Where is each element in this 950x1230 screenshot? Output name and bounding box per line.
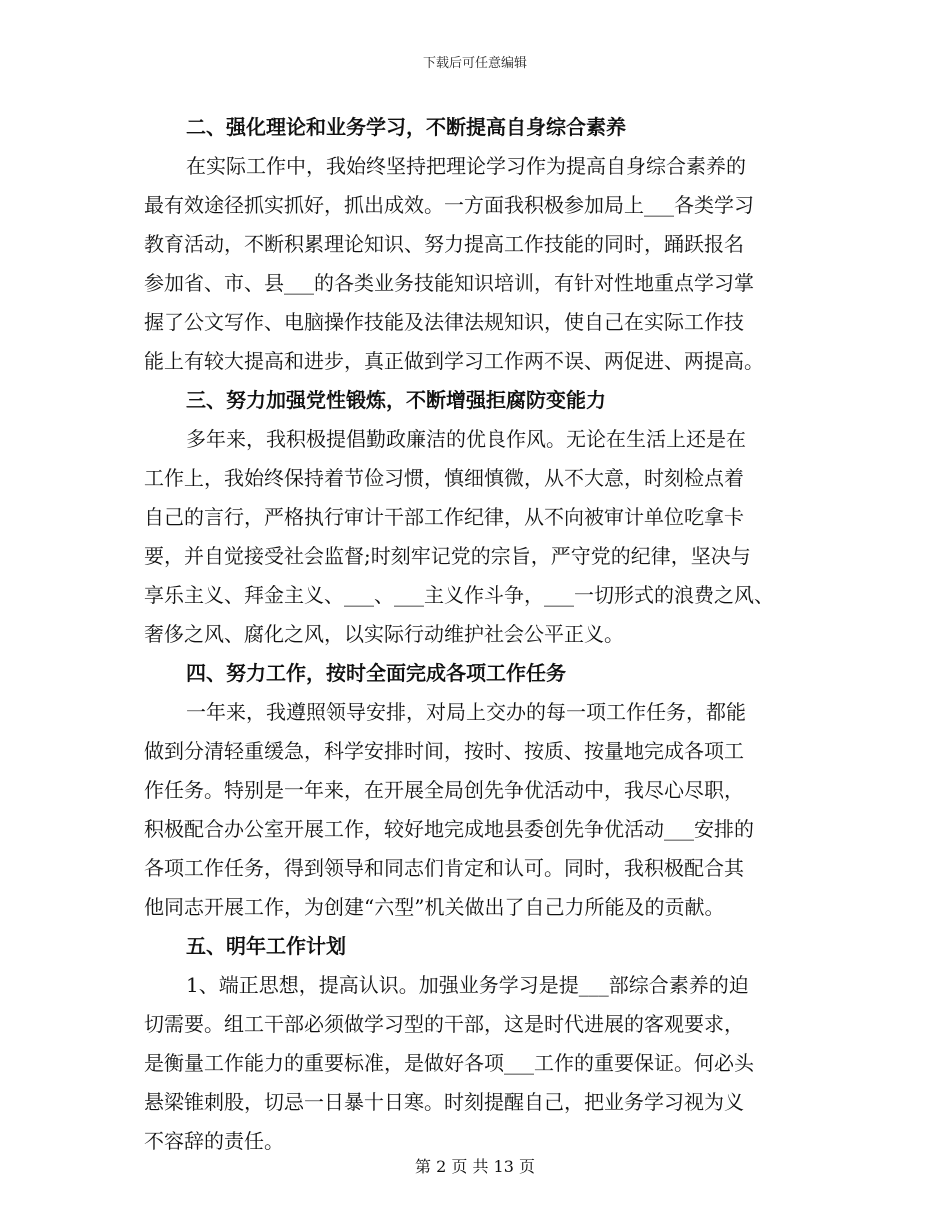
paragraph-line: 1、端正思想，提高认识。加强业务学习是提___部综合素养的迫 (186, 973, 749, 997)
paragraph-line: 做到分清轻重缓急，科学安排时间，按时、按质、按量地完成各项工 (144, 739, 744, 763)
document-body (144, 108, 824, 1161)
paragraph-line: 工作上，我始终保持着节俭习惯，慎细慎微，从不大意，时刻检点着 (144, 466, 744, 490)
paragraph-line: 是衡量工作能力的重要标准，是做好各项___工作的重要保证。何必头 (144, 1051, 754, 1075)
paragraph-line: 在实际工作中，我始终坚持把理论学习作为提高自身综合素养的 (186, 154, 746, 178)
section-heading: 二、强化理论和业务学习，不断提高自身综合素养 (186, 115, 626, 139)
paragraph-line: 奢侈之风、腐化之风，以实际行动维护社会公平正义。 (144, 622, 624, 646)
page-footer: 第 2 页 共 13 页 (415, 1157, 535, 1176)
section-heading: 五、明年工作计划 (186, 934, 346, 958)
paragraph-line: 最有效途径抓实抓好，抓出成效。一方面我积极参加局上___各类学习 (144, 193, 754, 217)
paragraph-line: 多年来，我积极提倡勤政廉洁的优良作风。无论在生活上还是在 (186, 427, 746, 451)
paragraph-line: 自己的言行，严格执行审计干部工作纪律，从不向被审计单位吃拿卡 (144, 505, 744, 529)
paragraph-line: 作任务。特别是一年来，在开展全局创先争优活动中，我尽心尽职， (144, 778, 744, 802)
paragraph-line: 教育活动，不断积累理论知识、努力提高工作技能的同时，踊跃报名 (144, 232, 744, 256)
paragraph-line: 参加省、市、县___的各类业务技能知识培训，有针对性地重点学习掌 (144, 271, 754, 295)
paragraph-line: 一年来，我遵照领导安排，对局上交办的每一项工作任务，都能 (186, 700, 746, 724)
section-heading: 四、努力工作，按时全面完成各项工作任务 (186, 661, 566, 685)
paragraph-line: 他同志开展工作，为创建“六型”机关做出了自己力所能及的贡献。 (144, 895, 725, 919)
paragraph-line: 悬梁锥刺股，切忌一日暴十日寒。时刻提醒自己，把业务学习视为义 (144, 1090, 744, 1114)
paragraph-line: 要，并自觉接受社会监督;时刻牢记党的宗旨，严守党的纪律，坚决与 (144, 544, 751, 568)
paragraph-line: 握了公文写作、电脑操作技能及法律法规知识，使自己在实际工作技 (144, 310, 744, 334)
section-heading: 三、努力加强党性锻炼，不断增强拒腐防变能力 (186, 388, 606, 412)
paragraph-line: 各项工作任务，得到领导和同志们肯定和认可。同时，我积极配合其 (144, 856, 744, 880)
paragraph-line: 不容辞的责任。 (144, 1129, 284, 1153)
page-header-note: 下载后可任意编辑 (422, 56, 527, 71)
paragraph-line: 切需要。组工干部必须做学习型的干部，这是时代进展的客观要求， (144, 1012, 744, 1036)
paragraph-line: 享乐主义、拜金主义、___、___主义作斗争，___一切形式的浪费之风、 (144, 583, 774, 607)
paragraph-line: 能上有较大提高和进步，真正做到学习工作两不误、两促进、两提高。 (144, 349, 764, 373)
paragraph-line: 积极配合办公室开展工作，较好地完成地县委创先争优活动___安排的 (144, 817, 754, 841)
